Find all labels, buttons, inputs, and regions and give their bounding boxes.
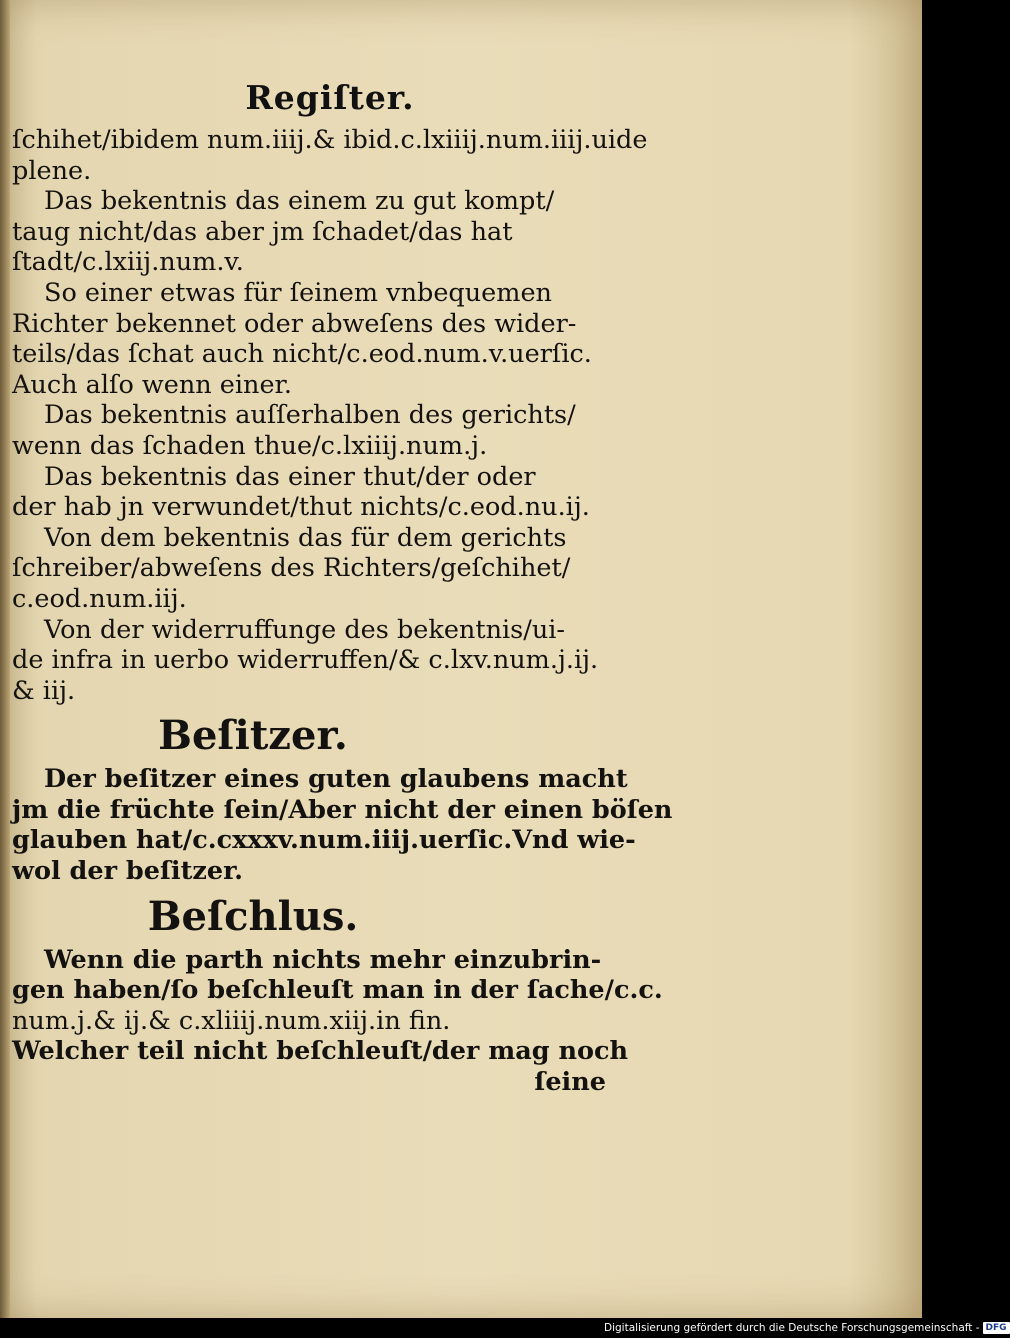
digitization-credit xyxy=(604,1321,1007,1336)
text-line: wenn das ſchaden thue/c.lxiiij.num.j. xyxy=(12,430,488,461)
page-header: Regiſter. xyxy=(245,78,415,117)
text-line: Wenn die parth nichts mehr einzubrin- xyxy=(44,944,602,975)
beschlus-entries xyxy=(12,944,663,1067)
text-line: Von der widerruffunge des bekentnis/ui- xyxy=(44,614,566,645)
register-entries xyxy=(12,125,648,706)
text-line: So einer etwas für ſeinem vnbequemen xyxy=(44,277,552,308)
text-line: Das bekentnis das einem zu gut kompt/ xyxy=(44,186,555,217)
text-line: & iij. xyxy=(12,675,76,706)
credit-text: Digitalisierung gefördert durch die Deutsche Forschungsgemeinschaft - xyxy=(604,1322,980,1334)
text-line: taug nicht/das aber jm ſchadet/das hat xyxy=(12,216,513,247)
text-line: num.j.& ij.& c.xliiij.num.xiij.in fin. xyxy=(12,1005,451,1036)
dfg-logo-icon: DFG xyxy=(983,1322,1010,1334)
text-line: glauben hat/c.cxxxv.num.iiij.uerſic.Vnd wie- xyxy=(12,825,636,856)
text-line: Das bekentnis das einer thut/der oder xyxy=(44,461,536,492)
text-line: Der beſitzer eines guten glaubens macht xyxy=(44,764,628,795)
text-line: Welcher teil nicht beſchleuſt/der mag noch xyxy=(12,1036,629,1067)
text-line: jm die früchte ſein/Aber nicht der einen böſen xyxy=(12,794,673,825)
text-block xyxy=(12,125,673,1098)
text-line: c.eod.num.iij. xyxy=(12,583,187,614)
text-line: der hab jn verwundet/thut nichts/c.eod.nu.ij. xyxy=(12,492,590,523)
page-binding-edge xyxy=(0,0,10,1318)
text-line: plene. xyxy=(12,155,92,186)
text-line: ſchihet/ibidem num.iiij.& ibid.c.lxiiij.num.iiij.uide xyxy=(12,125,648,155)
besitzer-entries xyxy=(12,764,673,887)
text-line: ſtadt/c.lxiij.num.v. xyxy=(12,247,244,278)
text-line: gen haben/ſo beſchleuſt man in der ſache/c.c. xyxy=(12,975,663,1006)
text-line: teils/das ſchat auch nicht/c.eod.num.v.uerſic. xyxy=(12,339,592,370)
text-line: ſchreiber/abweſens des Richters/geſchihet/ xyxy=(12,553,571,584)
text-line: wol der beſitzer. xyxy=(12,856,244,887)
text-line: Auch alſo wenn einer. xyxy=(12,369,293,400)
text-line: Das bekentnis auſſerhalben des gerichts/ xyxy=(44,400,576,431)
catchword: ſeine xyxy=(534,1067,606,1098)
text-line: Von dem bekentnis das für dem gerichts xyxy=(44,522,567,553)
text-line: de infra in uerbo widerruffen/& c.lxv.num.j.ij. xyxy=(12,645,599,676)
section-title-beschlus: Beſchlus. xyxy=(147,892,359,940)
section-title-besitzer: Beſitzer. xyxy=(158,712,348,760)
text-line: Richter bekennet oder abweſens des wider- xyxy=(12,308,577,339)
